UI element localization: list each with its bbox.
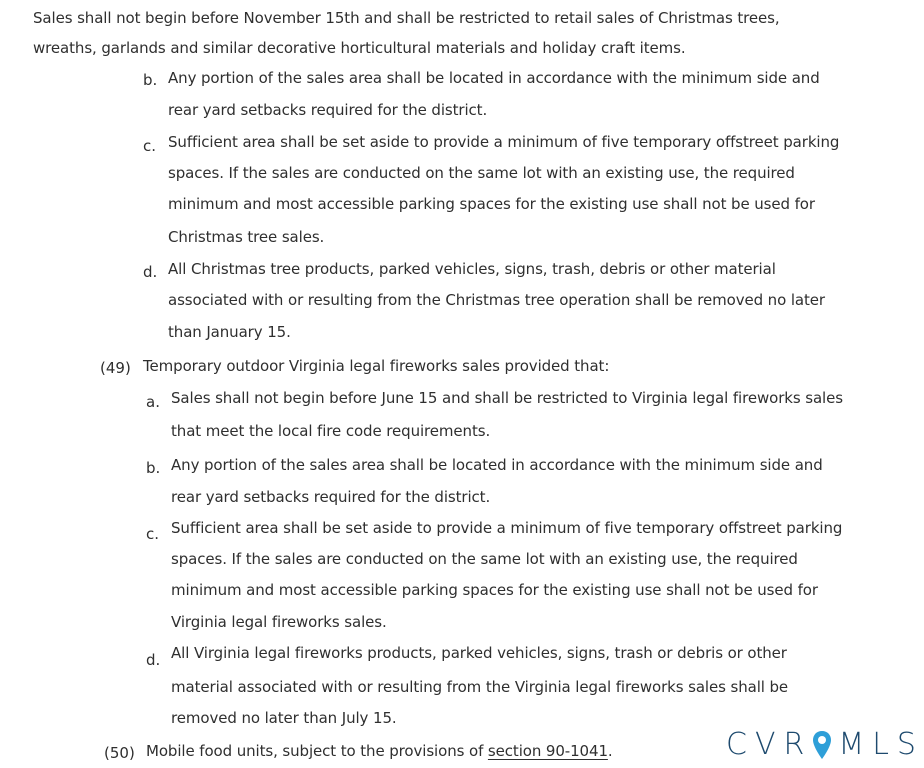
logo-text-left: CVR [726,726,813,762]
intro-line-1: Sales shall not begin before November 15th and shall be restricted to retail sales of Christmas trees, [33,9,780,27]
section-49-item-a-line-1: Sales shall not begin before June 15 and shall be restricted to Virginia legal fireworks sales [171,389,843,407]
section-49-item-d-line-1: All Virginia legal fireworks products, parked vehicles, signs, trash or debris or other [171,644,787,662]
section-50-marker: (50) [104,744,135,762]
section-50-text-after: . [607,742,613,760]
christmas-item-c-line-3: minimum and most accessible parking spaces for the existing use shall not be used for [168,195,815,213]
section-49-item-a-marker: a. [146,393,160,411]
christmas-item-d-marker: d. [143,263,158,281]
section-49-item-c-line-4: Virginia legal fireworks sales. [171,613,387,631]
section-49-item-c-line-2: spaces. If the sales are conducted on the same lot with an existing use, the required [171,550,798,568]
section-49-item-d-line-2: material associated with or resulting from the Virginia legal fireworks sales shall be [171,678,789,696]
christmas-item-b-line-2: rear yard setbacks required for the district. [168,101,488,119]
section-49-item-c-marker: c. [146,525,160,543]
christmas-item-d-line-3: than January 15. [168,323,291,341]
christmas-item-c-marker: c. [143,137,157,155]
christmas-item-b-marker: b. [143,71,158,89]
section-49-item-d-line-3: removed no later than July 15. [171,709,397,727]
christmas-item-d-line-2: associated with or resulting from the Christmas tree operation shall be removed no later [168,291,825,309]
christmas-item-c-line-1: Sufficient area shall be set aside to provide a minimum of five temporary offstreet parking [168,133,840,151]
section-49-item-b-line-1: Any portion of the sales area shall be located in accordance with the minimum side and [171,456,823,474]
section-49-item-d-marker: d. [146,651,161,669]
section-49-text: Temporary outdoor Virginia legal fireworks sales provided that: [143,357,610,375]
section-49-marker: (49) [100,359,131,377]
christmas-item-c-line-2: spaces. If the sales are conducted on the same lot with an existing use, the required [168,164,795,182]
intro-line-2: wreaths, garlands and similar decorative horticultural materials and holiday craft items. [33,39,686,57]
section-49-item-b-marker: b. [146,459,161,477]
section-50-text-before: Mobile food units, subject to the provisions of [146,742,488,760]
logo-text-right: MLS [838,726,924,762]
christmas-item-b-line-1: Any portion of the sales area shall be located in accordance with the minimum side and [168,69,820,87]
section-50-text [146,741,613,761]
section-49-item-a-line-2: that meet the local fire code requirements. [171,422,491,440]
cvrmls-watermark-logo [726,726,924,762]
christmas-item-d-line-1: All Christmas tree products, parked vehicles, signs, trash, debris or other material [168,260,776,278]
section-90-1041-link[interactable]: section 90-1041 [487,742,608,760]
map-pin-icon [812,727,838,762]
section-49-item-b-line-2: rear yard setbacks required for the district. [171,488,491,506]
section-49-item-c-line-3: minimum and most accessible parking spaces for the existing use shall not be used for [171,581,818,599]
christmas-item-c-line-4: Christmas tree sales. [168,228,325,246]
section-49-item-c-line-1: Sufficient area shall be set aside to provide a minimum of five temporary offstreet parking [171,519,843,537]
